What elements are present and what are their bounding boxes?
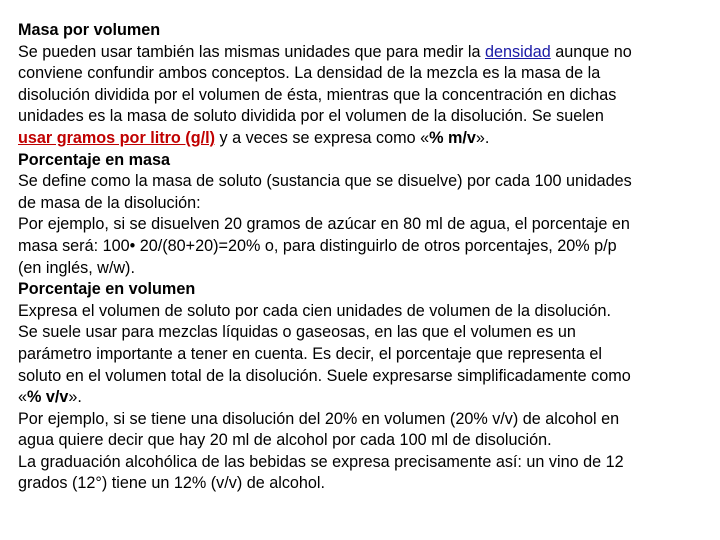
paragraph-line: disolución dividida por el volumen de ésta, mientras que la concentración en dichas <box>18 85 617 104</box>
gramos-por-litro-highlight: usar gramos por litro (g/l) <box>18 128 215 147</box>
paragraph-line: masa será: 100• 20/(80+20)=20% o, para distinguirlo de otros porcentajes, 20% p/p <box>18 236 617 255</box>
heading-porcentaje-en-masa: Porcentaje en masa <box>18 150 171 169</box>
paragraph-line: soluto en el volumen total de la disolución. Suele expresarse simplificadamente como <box>18 366 631 385</box>
paragraph-line <box>18 42 714 64</box>
paragraph-line: Expresa el volumen de soluto por cada cien unidades de volumen de la disolución. <box>18 301 612 320</box>
paragraph-line: parámetro importante a tener en cuenta. Es decir, el porcentaje que representa el <box>18 344 602 363</box>
paragraph-line <box>18 128 714 150</box>
text-span: aunque no <box>550 42 632 61</box>
paragraph-line: Se suele usar para mezclas líquidas o gaseosas, en las que el volumen es un <box>18 323 576 342</box>
paragraph-line <box>18 387 714 409</box>
heading-masa-por-volumen: Masa por volumen <box>18 21 161 39</box>
unit-m-v: % m/v <box>429 128 476 147</box>
paragraph-line: de masa de la disolución: <box>18 193 201 212</box>
paragraph-line: (en inglés, w/w). <box>18 258 135 277</box>
paragraph-line: Se define como la masa de soluto (sustancia que se disuelve) por cada 100 unidades <box>18 172 632 191</box>
paragraph-line: conviene confundir ambos conceptos. La densidad de la mezcla es la masa de la <box>18 64 601 83</box>
text-span: « <box>18 388 28 407</box>
paragraph-line: La graduación alcohólica de las bebidas se expresa precisamente así: un vino de 12 <box>18 452 624 471</box>
paragraph-line: Por ejemplo, si se disuelven 20 gramos de azúcar en 80 ml de agua, el porcentaje en <box>18 215 630 234</box>
paragraph-line: unidades es la masa de soluto dividida por el volumen de la disolución. Se suelen <box>18 107 604 126</box>
paragraph-line: Por ejemplo, si se tiene una disolución del 20% en volumen (20% v/v) de alcohol en <box>18 409 620 428</box>
heading-porcentaje-en-volumen: Porcentaje en volumen <box>18 280 196 299</box>
unit-v-v: % v/v <box>27 388 69 407</box>
text-span: Se pueden usar también las mismas unidades que para medir la <box>18 42 486 61</box>
densidad-link[interactable]: densidad <box>485 42 551 61</box>
paragraph-line: agua quiere decir que hay 20 ml de alcohol por cada 100 ml de disolución. <box>18 431 552 450</box>
text-span: ». <box>475 128 490 147</box>
text-span: y a veces se expresa como « <box>214 128 430 147</box>
document-body <box>18 20 714 495</box>
paragraph-line: grados (12°) tiene un 12% (v/v) de alcohol. <box>18 474 326 493</box>
text-span: ». <box>68 388 82 407</box>
